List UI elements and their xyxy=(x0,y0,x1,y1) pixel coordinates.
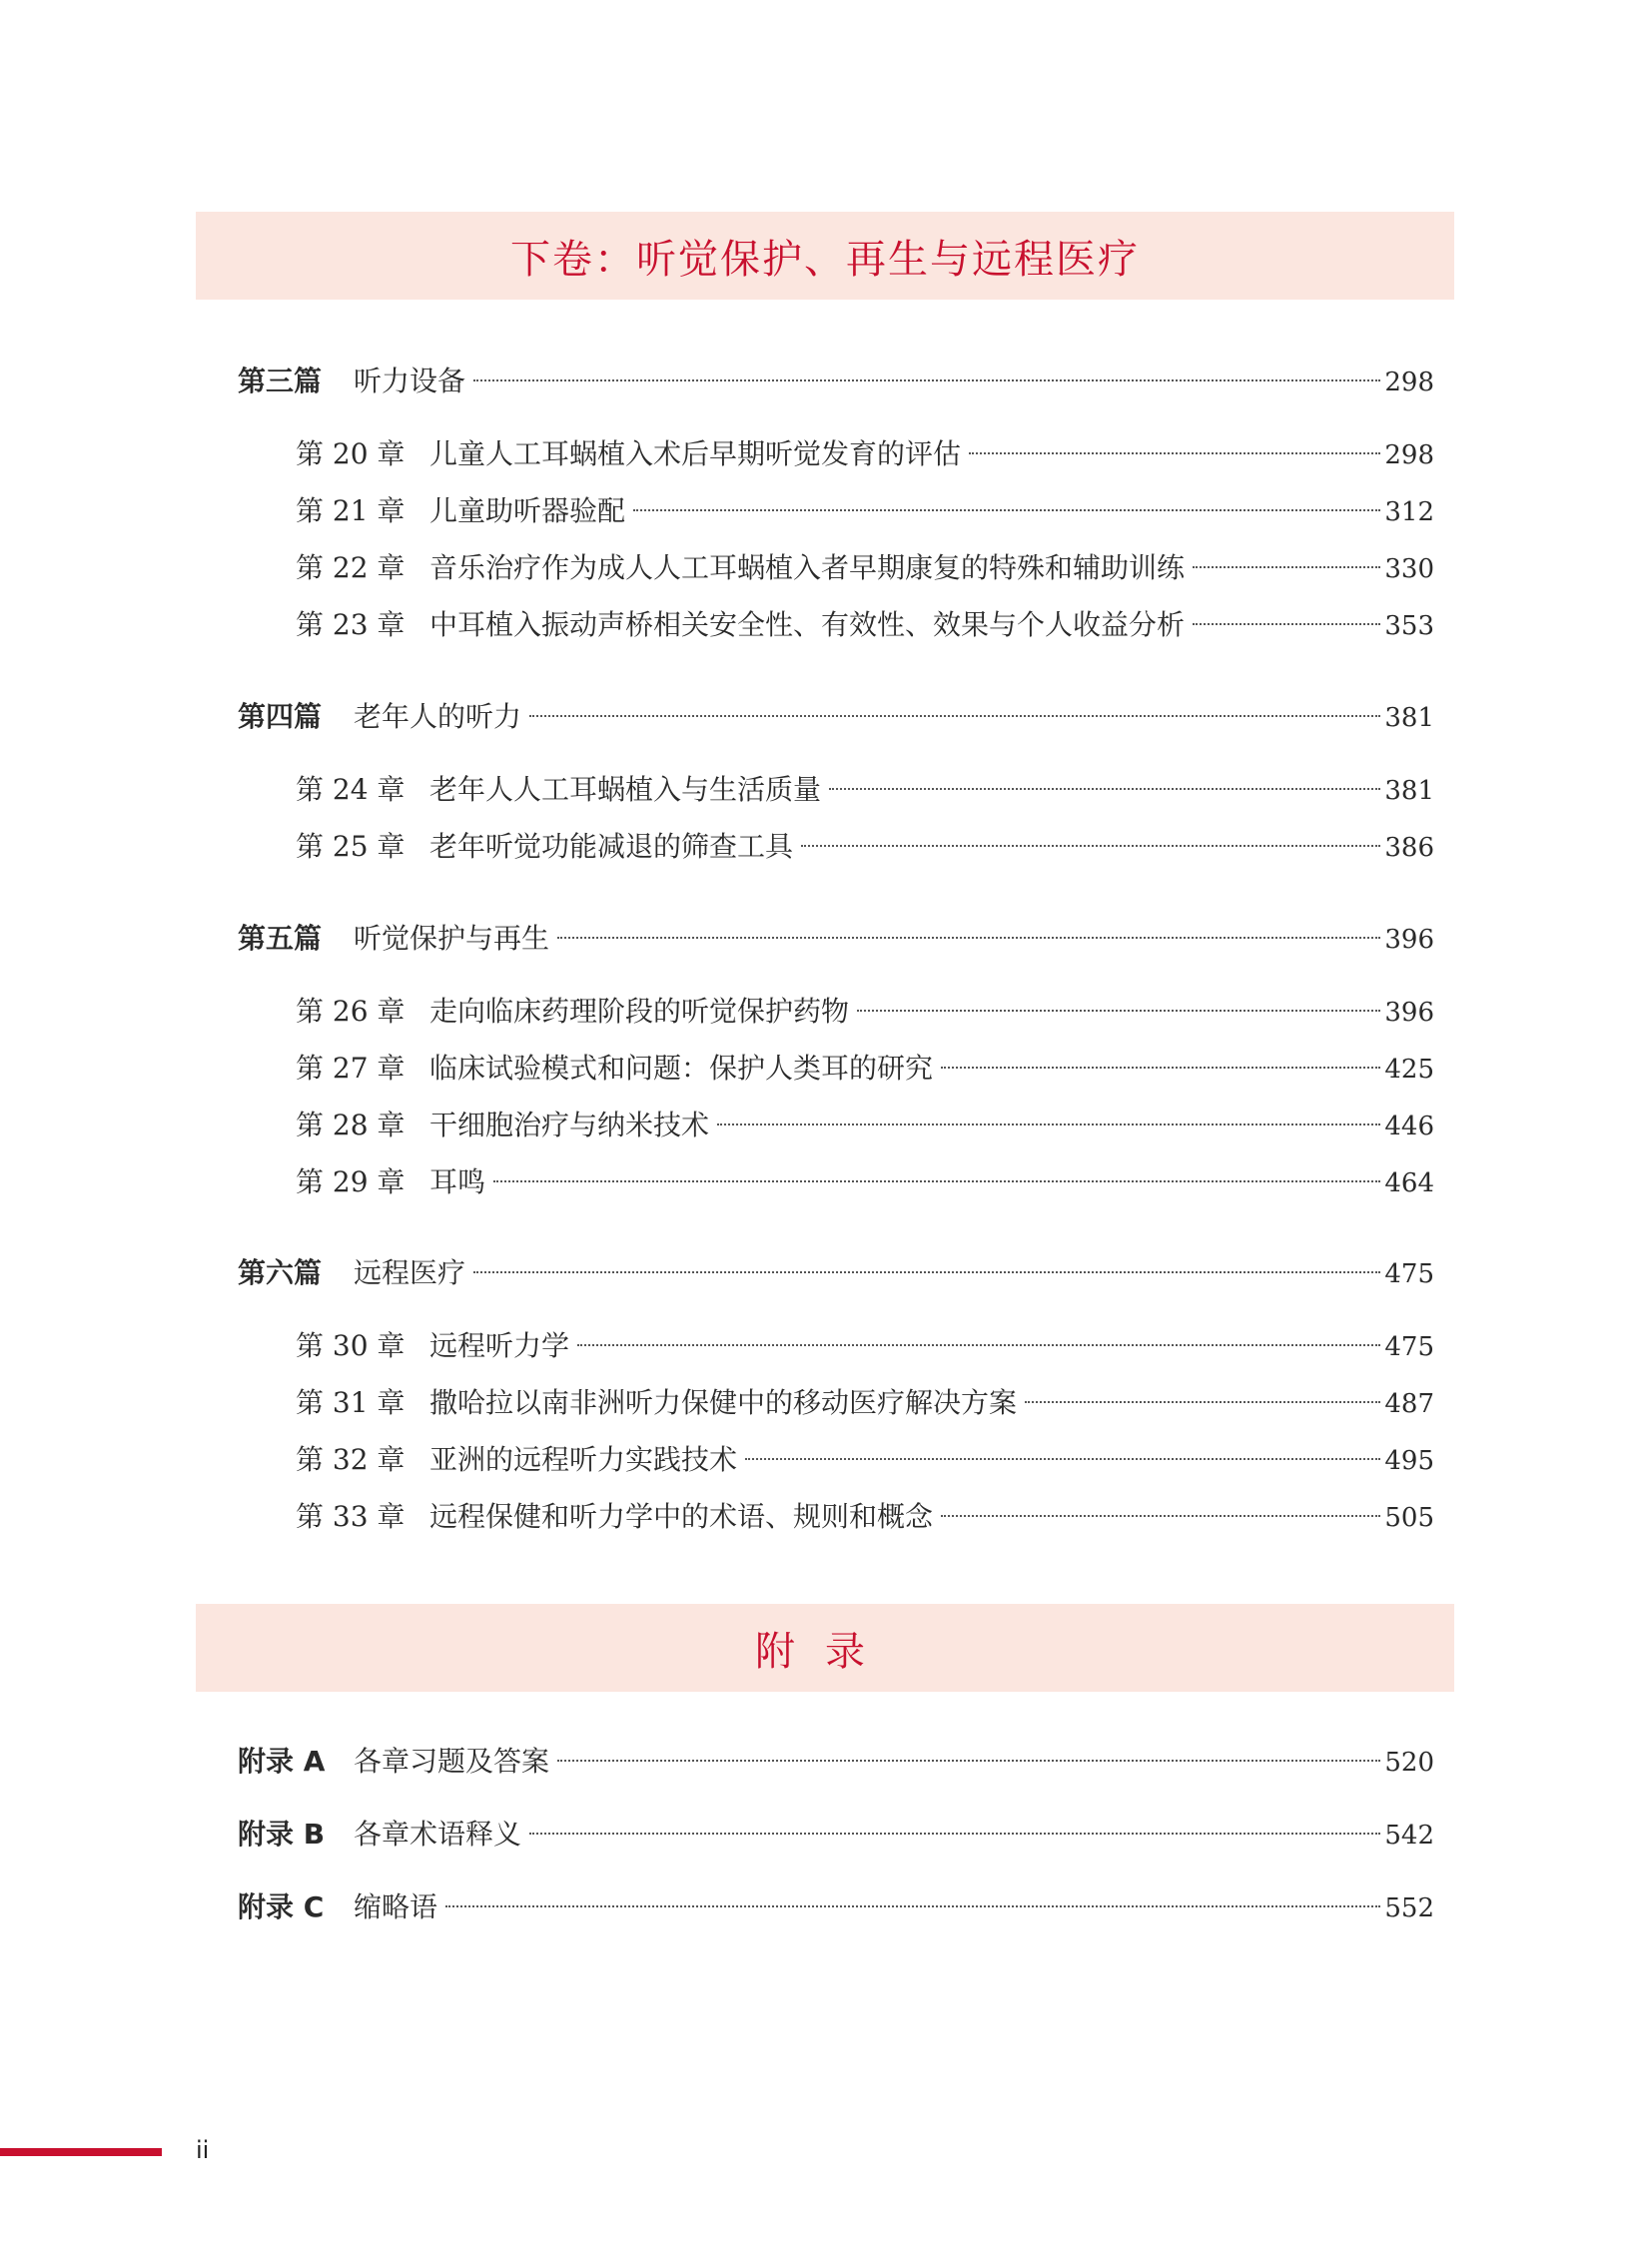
chapter-number: 第 33 章 xyxy=(296,1500,406,1533)
toc-part[interactable] xyxy=(238,695,1434,739)
toc-chapter[interactable] xyxy=(296,1160,1434,1204)
appendix-entry-title: 各章术语释义 xyxy=(354,1818,522,1851)
part-number: 第四篇 xyxy=(238,700,323,733)
toc-chapter[interactable] xyxy=(296,1104,1434,1147)
chapter-number: 第 31 章 xyxy=(296,1386,406,1419)
appendix-number: 附录 C xyxy=(238,1890,325,1923)
toc-chapter[interactable] xyxy=(296,1438,1434,1482)
chapter-title: 耳鸣 xyxy=(429,1165,486,1198)
chapter-title: 远程保健和听力学中的术语、规则和概念 xyxy=(429,1500,934,1533)
chapter-title: 中耳植入振动声桥相关安全性、有效性、效果与个人收益分析 xyxy=(429,608,1186,641)
chapter-title: 音乐治疗作为成人人工耳蜗植入者早期康复的特殊和辅助训练 xyxy=(429,551,1186,584)
page-ref: 552 xyxy=(1384,1893,1434,1923)
chapter-number: 第 23 章 xyxy=(296,608,406,641)
chapter-title: 亚洲的远程听力实践技术 xyxy=(429,1443,738,1476)
chapter-title: 儿童人工耳蜗植入术后早期听觉发育的评估 xyxy=(429,437,962,470)
dot-leader xyxy=(557,937,1380,939)
page-ref: 330 xyxy=(1384,554,1434,584)
page-ref: 475 xyxy=(1384,1259,1434,1289)
chapter-number: 第 24 章 xyxy=(296,773,406,806)
dot-leader xyxy=(557,1760,1380,1762)
toc-part[interactable] xyxy=(238,1251,1434,1295)
page-ref: 505 xyxy=(1384,1503,1434,1533)
toc-chapter[interactable] xyxy=(296,432,1434,476)
toc-chapter[interactable] xyxy=(296,489,1434,533)
appendix-entry-title: 各章习题及答案 xyxy=(354,1745,550,1778)
dot-leader xyxy=(745,1458,1380,1460)
chapter-number: 第 26 章 xyxy=(296,995,406,1028)
page-ref: 425 xyxy=(1384,1055,1434,1085)
page-ref: 495 xyxy=(1384,1446,1434,1476)
volume-title: 下卷：听觉保护、再生与远程医疗 xyxy=(510,236,1140,283)
dot-leader xyxy=(1193,623,1380,625)
toc-chapter[interactable] xyxy=(296,1381,1434,1425)
page-ref: 312 xyxy=(1384,497,1434,527)
chapter-number: 第 20 章 xyxy=(296,437,406,470)
appendix-title-banner xyxy=(196,1604,1454,1692)
page-ref: 396 xyxy=(1384,925,1434,955)
toc-appendix[interactable] xyxy=(238,1740,1434,1784)
part-title: 老年人的听力 xyxy=(354,700,522,733)
page-ref: 353 xyxy=(1384,611,1434,641)
part-number: 第六篇 xyxy=(238,1256,323,1289)
dot-leader xyxy=(941,1515,1380,1517)
toc-part[interactable] xyxy=(238,917,1434,961)
chapter-number: 第 28 章 xyxy=(296,1109,406,1141)
page-ref: 542 xyxy=(1384,1821,1434,1851)
toc-appendix[interactable] xyxy=(238,1885,1434,1929)
chapter-number: 第 21 章 xyxy=(296,494,406,527)
page-ref: 396 xyxy=(1384,998,1434,1028)
toc-chapter[interactable] xyxy=(296,825,1434,869)
appendix-title: 附录 xyxy=(755,1628,895,1675)
chapter-number: 第 25 章 xyxy=(296,830,406,863)
toc-chapter[interactable] xyxy=(296,546,1434,590)
page-ref: 446 xyxy=(1384,1112,1434,1141)
page-ref: 520 xyxy=(1384,1748,1434,1778)
appendix-entry-title: 缩略语 xyxy=(354,1890,438,1923)
page-ref: 475 xyxy=(1384,1332,1434,1362)
chapter-title: 临床试验模式和问题：保护人类耳的研究 xyxy=(429,1052,934,1085)
part-title: 听觉保护与再生 xyxy=(354,922,550,955)
toc-part[interactable] xyxy=(238,360,1434,403)
appendix-number: 附录 B xyxy=(238,1818,326,1851)
toc-chapter[interactable] xyxy=(296,768,1434,812)
toc-chapter[interactable] xyxy=(296,1047,1434,1091)
page-ref: 298 xyxy=(1384,440,1434,470)
toc-chapter[interactable] xyxy=(296,990,1434,1034)
chapter-number: 第 27 章 xyxy=(296,1052,406,1085)
part-number: 第五篇 xyxy=(238,922,323,955)
dot-leader xyxy=(529,715,1380,717)
page-number: ii xyxy=(196,2136,210,2164)
dot-leader xyxy=(529,1833,1380,1835)
chapter-title: 老年听觉功能减退的筛查工具 xyxy=(429,830,794,863)
chapter-title: 撒哈拉以南非洲听力保健中的移动医疗解决方案 xyxy=(429,1386,1018,1419)
dot-leader xyxy=(1193,566,1380,568)
dot-leader xyxy=(801,845,1380,847)
dot-leader xyxy=(577,1344,1380,1346)
chapter-title: 走向临床药理阶段的听觉保护药物 xyxy=(429,995,850,1028)
toc-chapter[interactable] xyxy=(296,603,1434,647)
page-ref: 386 xyxy=(1384,833,1434,863)
toc-appendix[interactable] xyxy=(238,1813,1434,1857)
dot-leader xyxy=(633,509,1380,511)
dot-leader xyxy=(493,1180,1380,1182)
chapter-number: 第 29 章 xyxy=(296,1165,406,1198)
page-ref: 381 xyxy=(1384,776,1434,806)
page-ref: 298 xyxy=(1384,368,1434,397)
dot-leader xyxy=(717,1123,1380,1125)
chapter-title: 老年人人工耳蜗植入与生活质量 xyxy=(429,773,822,806)
dot-leader xyxy=(1025,1401,1380,1403)
toc-chapter[interactable] xyxy=(296,1324,1434,1368)
page-ref: 464 xyxy=(1384,1168,1434,1198)
chapter-number: 第 32 章 xyxy=(296,1443,406,1476)
dot-leader xyxy=(941,1067,1380,1069)
toc-chapter[interactable] xyxy=(296,1495,1434,1539)
dot-leader xyxy=(445,1905,1380,1907)
dot-leader xyxy=(473,379,1380,381)
chapter-number: 第 30 章 xyxy=(296,1329,406,1362)
dot-leader xyxy=(969,452,1380,454)
appendix-number: 附录 A xyxy=(238,1745,326,1778)
page-ref: 487 xyxy=(1384,1389,1434,1419)
chapter-title: 干细胞治疗与纳米技术 xyxy=(429,1109,710,1141)
part-number: 第三篇 xyxy=(238,365,323,397)
chapter-number: 第 22 章 xyxy=(296,551,406,584)
dot-leader xyxy=(857,1010,1380,1012)
chapter-title: 远程听力学 xyxy=(429,1329,570,1362)
volume-title-banner xyxy=(196,212,1454,300)
page-ref: 381 xyxy=(1384,703,1434,733)
dot-leader xyxy=(829,788,1380,790)
dot-leader xyxy=(473,1271,1380,1273)
part-title: 远程医疗 xyxy=(354,1256,466,1289)
footer-accent-bar xyxy=(0,2148,162,2156)
chapter-title: 儿童助听器验配 xyxy=(429,494,626,527)
part-title: 听力设备 xyxy=(354,365,466,397)
